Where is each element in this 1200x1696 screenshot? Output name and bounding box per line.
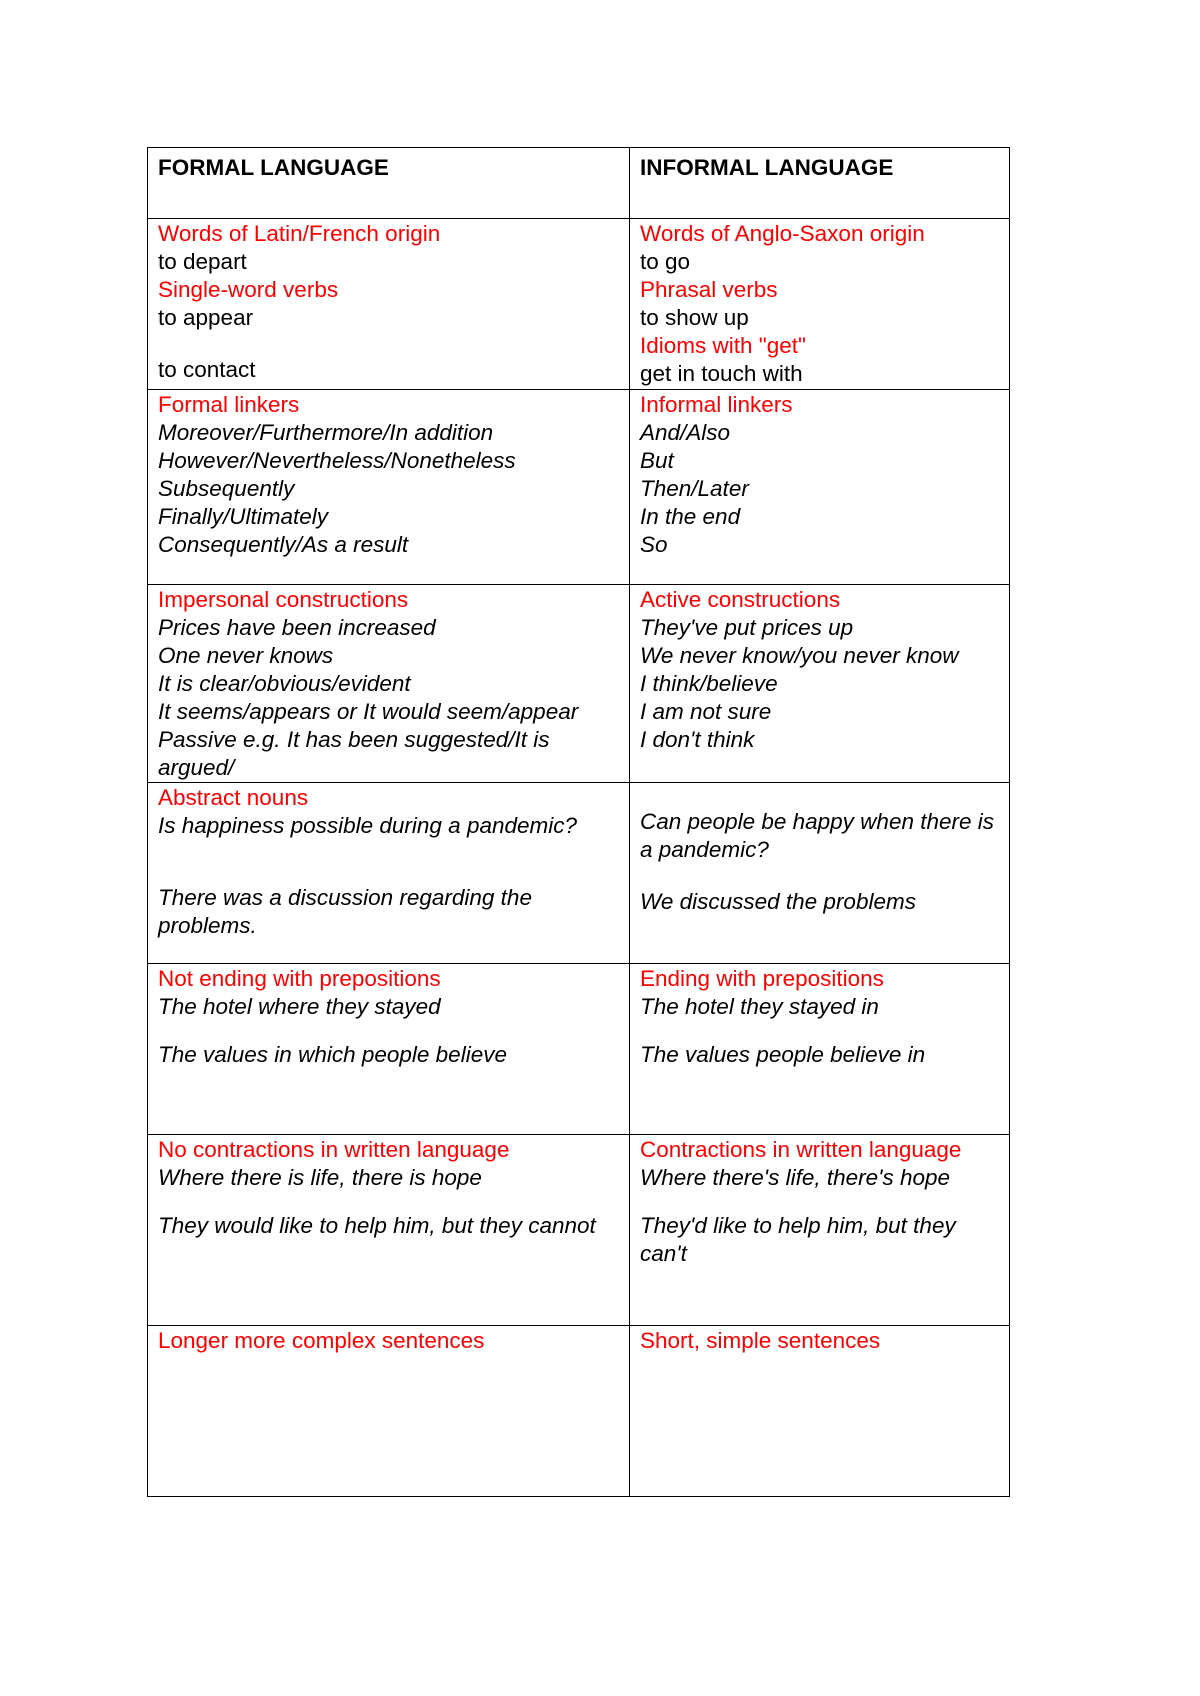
- example-text: get in touch with: [640, 361, 803, 386]
- example-text: One never knows: [158, 643, 334, 668]
- informal-cell: [630, 585, 1010, 783]
- formal-cell: [148, 390, 630, 585]
- formal-cell: [148, 585, 630, 783]
- table-header-row: [148, 148, 1010, 219]
- example-text: So: [640, 532, 668, 557]
- example-text: Finally/Ultimately: [158, 504, 329, 529]
- cell-heading: Short, simple sentences: [640, 1328, 881, 1353]
- example-text: And/Also: [640, 420, 731, 445]
- example-text: Where there's life, there's hope: [640, 1165, 951, 1190]
- spacer: [640, 864, 999, 888]
- spacer: [158, 864, 619, 884]
- cell-heading: Impersonal constructions: [158, 587, 409, 612]
- informal-cell: [630, 964, 1010, 1135]
- example-text: It is clear/obvious/evident: [158, 671, 411, 696]
- example-text: They would like to help him, but they cannot: [158, 1213, 596, 1238]
- example-text: Passive e.g. It has been suggested/It is argued/: [158, 727, 550, 780]
- informal-cell: [630, 390, 1010, 585]
- informal-cell: [630, 1135, 1010, 1326]
- example-text: But: [640, 448, 674, 473]
- example-text: In the end: [640, 504, 741, 529]
- spacer: [640, 1192, 999, 1212]
- spacer: [640, 784, 999, 808]
- formal-cell: [148, 219, 630, 390]
- example-text: to go: [640, 249, 691, 274]
- example-text: Prices have been increased: [158, 615, 436, 640]
- header-formal: FORMAL LANGUAGE: [148, 148, 630, 219]
- cell-heading: Words of Latin/French origin: [158, 221, 441, 246]
- cell-heading: Single-word verbs: [158, 277, 339, 302]
- example-text: The values people believe in: [640, 1042, 926, 1067]
- example-text: However/Nevertheless/Nonetheless: [158, 448, 516, 473]
- example-text: to contact: [158, 357, 256, 382]
- table-row-linkers: [148, 390, 1010, 585]
- example-text: We never know/you never know: [640, 643, 959, 668]
- informal-cell: [630, 783, 1010, 964]
- example-text: to show up: [640, 305, 749, 330]
- cell-heading: Abstract nouns: [158, 785, 309, 810]
- spacer: [158, 332, 619, 356]
- example-text: They've put prices up: [640, 615, 854, 640]
- table-row-contractions: [148, 1135, 1010, 1326]
- example-text: They'd like to help him, but they can't: [640, 1213, 956, 1266]
- cell-heading: Longer more complex sentences: [158, 1328, 485, 1353]
- example-text: to appear: [158, 305, 254, 330]
- cell-heading: No contractions in written language: [158, 1137, 510, 1162]
- cell-heading: Not ending with prepositions: [158, 966, 441, 991]
- example-text: Where there is life, there is hope: [158, 1165, 482, 1190]
- example-text: Can people be happy when there is a pandemic?: [640, 809, 995, 862]
- cell-heading: Formal linkers: [158, 392, 300, 417]
- cell-heading: Idioms with "get": [640, 333, 807, 358]
- table-row-prepositions: [148, 964, 1010, 1135]
- example-text: Consequently/As a result: [158, 532, 409, 557]
- comparison-table: [147, 147, 1010, 1497]
- cell-heading: Informal linkers: [640, 392, 793, 417]
- spacer: [158, 840, 619, 864]
- example-text: I think/believe: [640, 671, 778, 696]
- example-text: I am not sure: [640, 699, 772, 724]
- header-informal: INFORMAL LANGUAGE: [630, 148, 1010, 219]
- formal-cell: [148, 1135, 630, 1326]
- table-row-abstract-nouns: [148, 783, 1010, 964]
- spacer: [158, 1192, 619, 1212]
- table-row-constructions: [148, 585, 1010, 783]
- cell-heading: Ending with prepositions: [640, 966, 884, 991]
- example-text: Then/Later: [640, 476, 749, 501]
- example-text: We discussed the problems: [640, 889, 916, 914]
- example-text: There was a discussion regarding the problems.: [158, 885, 532, 938]
- example-text: It seems/appears or It would seem/appear: [158, 699, 579, 724]
- example-text: Moreover/Furthermore/In addition: [158, 420, 494, 445]
- cell-heading: Active constructions: [640, 587, 841, 612]
- formal-cell: [148, 964, 630, 1135]
- informal-cell: [630, 1326, 1010, 1497]
- example-text: to depart: [158, 249, 247, 274]
- cell-heading: Phrasal verbs: [640, 277, 778, 302]
- informal-cell: [630, 219, 1010, 390]
- spacer: [158, 1021, 619, 1041]
- cell-heading: Contractions in written language: [640, 1137, 962, 1162]
- formal-cell: [148, 1326, 630, 1497]
- example-text: Subsequently: [158, 476, 295, 501]
- cell-heading: Words of Anglo-Saxon origin: [640, 221, 925, 246]
- table-row-vocabulary: [148, 219, 1010, 390]
- spacer: [640, 1021, 999, 1041]
- formal-cell: [148, 783, 630, 964]
- example-text: I don't think: [640, 727, 755, 752]
- example-text: The hotel where they stayed: [158, 994, 441, 1019]
- table-row-sentences: [148, 1326, 1010, 1497]
- example-text: The values in which people believe: [158, 1042, 507, 1067]
- example-text: Is happiness possible during a pandemic?: [158, 813, 578, 838]
- example-text: The hotel they stayed in: [640, 994, 879, 1019]
